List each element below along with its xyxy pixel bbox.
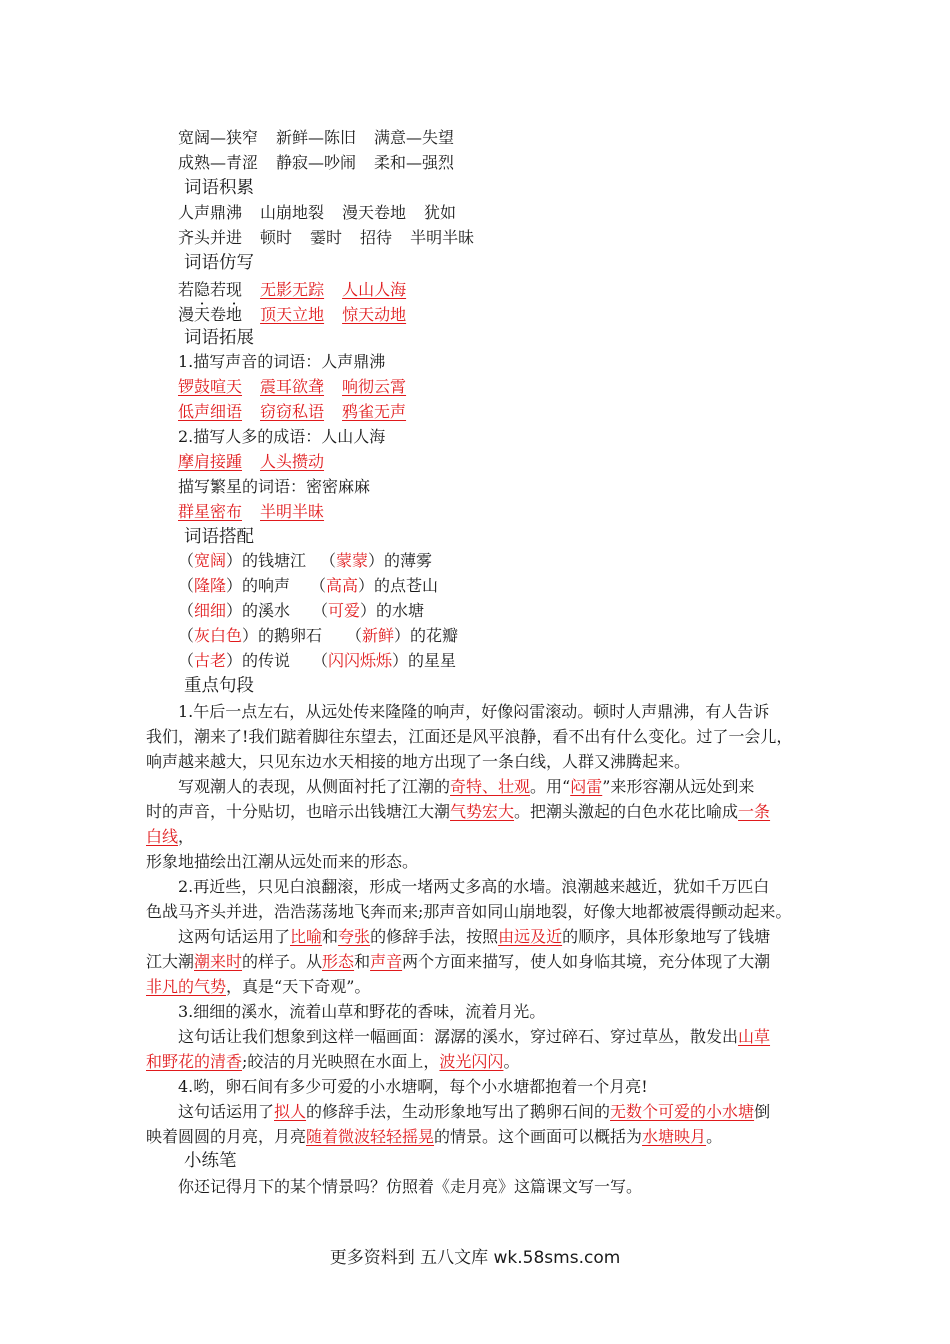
sentence-2-line: 色战马齐头并进，浩浩荡荡地飞奔而来;那声音如同山崩地裂，好像大地都被震得颤动起来。 — [146, 902, 792, 921]
section-heading-expand: 词语拓展 — [184, 328, 254, 348]
match-row: （闪闪烁烁）的星星 — [312, 651, 457, 670]
expand-question-1: 1.描写声音的词语：人声鼎沸 — [178, 352, 386, 371]
match-row: （细细）的溪水 — [178, 601, 291, 620]
expand-question-2: 2.描写人多的成语：人山人海 — [178, 427, 386, 446]
sentence-2-line: 2.再近些，只见白浪翻滚，形成一堵两丈多高的水墙。浪潮越来越近，犹如千万匹白 — [178, 877, 770, 896]
imitate-row-2: 漫天卷地 顶天立地 惊天动地 — [178, 305, 407, 324]
analysis-1-line: 形象地描绘出江潮从远处而来的形态。 — [146, 852, 419, 871]
analysis-3-line: 这句话让我们想象到这样一幅画面：潺潺的溪水，穿过碎石、穿过草丛，散发出山草 — [178, 1027, 771, 1046]
analysis-1-line: 白线， — [146, 827, 195, 846]
accumulate-row-2: 齐头并进 顿时 霎时 招待 半明半昧 — [178, 228, 475, 247]
analysis-1-line: 写观潮人的表现，从侧面衬托了江潮的奇特、壮观。用“闷雷”来形容潮从远处到来 — [178, 777, 755, 796]
imitate-row-1: 若隐若现 无影无踪 人山人海 — [178, 280, 407, 299]
analysis-1-line: 时的声音，十分贴切，也暗示出钱塘江大潮气势宏大。把潮头激起的白色水花比喻成一条 — [146, 802, 771, 821]
sentence-1-line: 1.午后一点左右，从远处传来隆隆的响声，好像闷雷滚动。顿时人声鼎沸，有人告诉 — [178, 702, 770, 721]
match-row: （隆隆）的响声 — [178, 576, 291, 595]
analysis-4-line: 这句话运用了拟人的修辞手法，生动形象地写出了鹅卵石间的无数个可爱的小水塘倒 — [178, 1102, 771, 1121]
footer-source-link[interactable]: 更多资料到 五八文库 wk.58sms.com — [329, 1248, 621, 1268]
match-row: （古老）的传说 — [178, 651, 291, 670]
match-row: （新鲜）的花瓣 — [346, 626, 459, 645]
match-row: （宽阔）的钱塘江 — [178, 551, 307, 570]
analysis-4-line: 映着圆圆的月亮，月亮随着微波轻轻摇晃的情景。这个画面可以概括为水塘映月。 — [146, 1127, 723, 1146]
answer-word: 顶天立地 — [260, 305, 325, 324]
answer-word: 人山人海 — [342, 280, 407, 299]
section-heading-match: 词语搭配 — [184, 527, 254, 547]
section-heading-practice: 小练笔 — [184, 1151, 237, 1171]
match-row: （蒙蒙）的薄雾 — [320, 551, 433, 570]
match-row: （可爱）的水塘 — [312, 601, 425, 620]
antonym-row-1: 宽阔—狭窄 新鲜—陈旧 满意—失望 — [178, 128, 455, 147]
sentence-1-line: 我们，潮来了!我们踮着脚往东望去，江面还是风平浪静，看不出有什么变化。过了一会儿， — [146, 727, 793, 746]
sentence-3: 3.细细的溪水，流着山草和野花的香味，流着月光。 — [178, 1002, 546, 1021]
section-heading-imitate: 词语仿写 — [184, 253, 254, 273]
match-row: （灰白色）的鹅卵石 — [178, 626, 323, 645]
answer-word: 无影无踪 — [260, 280, 325, 299]
answer-word: 惊天动地 — [342, 305, 407, 324]
expand-answers-1b: 低声细语 窃窃私语 鸦雀无声 — [178, 402, 407, 421]
expand-answers-2: 摩肩接踵 人头攒动 — [178, 452, 325, 471]
sentence-1-line: 响声越来越大，只见东边水天相接的地方出现了一条白线，人群又沸腾起来。 — [146, 752, 691, 771]
match-row: （高高）的点苍山 — [310, 576, 439, 595]
antonym-row-2: 成熟—青涩 静寂—吵闹 柔和—强烈 — [178, 153, 455, 172]
expand-answers-3: 群星密布 半明半昧 — [178, 502, 325, 521]
analysis-2-line: 江大潮潮来时的样子。从形态和声音两个方面来描写，使人如身临其境，充分体现了大潮 — [146, 952, 771, 971]
analysis-2-line: 这两句话运用了比喻和夸张的修辞手法，按照由远及近的顺序，具体形象地写了钱塘 — [178, 927, 771, 946]
expand-question-3: 描写繁星的词语：密密麻麻 — [178, 477, 371, 496]
analysis-2-line: 非凡的气势，真是“天下奇观”。 — [146, 977, 371, 996]
analysis-3-line: 和野花的清香;皎洁的月光映照在水面上，波光闪闪。 — [146, 1052, 520, 1071]
section-heading-accumulate: 词语积累 — [184, 178, 254, 198]
expand-answers-1a: 锣鼓喧天 震耳欲聋 响彻云霄 — [178, 377, 407, 396]
section-heading-sentences: 重点句段 — [184, 676, 254, 696]
accumulate-row-1: 人声鼎沸 山崩地裂 漫天卷地 犹如 — [178, 203, 457, 222]
sentence-4: 4.哟，卵石间有多少可爱的小水塘啊，每个小水塘都抱着一个月亮! — [178, 1077, 648, 1096]
practice-prompt: 你还记得月下的某个情景吗？仿照着《走月亮》这篇课文写一写。 — [178, 1177, 643, 1196]
